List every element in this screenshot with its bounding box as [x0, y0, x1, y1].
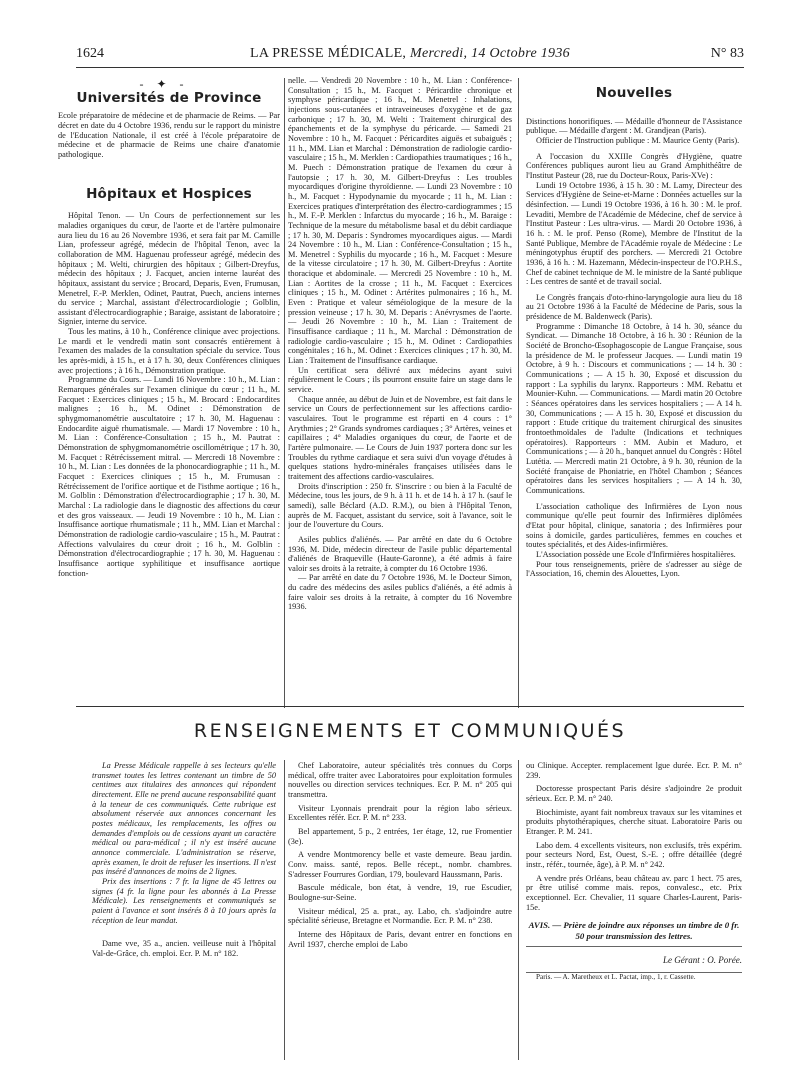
orl-programme-paragraph: Programme : Dimanche 18 Octobre, à 14 h. 30, séance du Syndicat. — Dimanche 18 Octobre, à 16 h. 30 : Réunion de la Société de Broncho-Œsophagoscopie de Langue Française, sous la présidence de M. le professeur Jacques. — Lundi matin 19 Octobre, à 9 h. : Discours et communications ; — 14 h. 30 : Communications ; — A 15 h. 30, Exposé et discussion du rapport : La syphilis du larynx. Rapporteurs : MM. Rebattu et Mounier-Kuhn. — Communications. — Mardi matin 20 Octobre : Séances opératoires dans les services hospitaliers ; — A 14 h. 30, Communications ; — A 15 h. 30, Exposé et discussion du rapport : Etude critique du traitement chirurgical des sinusites frontoethmoïdales de l'adulte (Indications et techniques opératoires). Rapporteurs : MM. Aubin et Maduro, et Communications ; — à 20 h., banquet annuel du Congrès : Hôtel Lutétia. — Mercredi matin 21 Octobre, à 9 h. 30, réunion de la Société française de Phoniatrie, en l'hôtel Chambon ; Séances opératoires dans les services hospitaliers ; — A 14 h. 30, Communications. [526, 321, 742, 495]
programme-continued: nelle. — Vendredi 20 Novembre : 10 h., M. Lian : Conférence-Consultation ; 15 h., M. Facquet : Péricardite chronique et symphyse péricardique ; 16 h., M. Menetrel : Inhalations, injections sous-cutanées et intraveineuses d'oxygène et de gaz carbonique ; 17 h. 30, M. Welti : Traitement chirurgical des épanchements et de la symphyse du péricarde. — Samedi 21 Novembre : 10 h., M. Facquet : Péricardites aiguës et subaiguës ; 11 h., MM. Lian et Marchal : Démonstration de radiologie cardio-vasculaire ; 15 h., M. Merklen : Cardiopathies traumatiques ; 16 h., M. Puech : Démonstration pratique de l'examen du cœur à l'autopsie ; 17 h. 30, M. Gilbert-Dreyfus : Les troubles myocardiques d'origine thyroïdienne. — Lundi 23 Novembre : 10 h., M. Facquet : Hypodynamie du myocarde ; 11 h., M. Lian : Exercices pratiques d'interprétation des électro-cardiogrammes ; 15 h., M. F.-P. Merklen : Infarctus du myocarde ; 16 h., M. Baraige : Technique de la mesure du métabolisme basal et du débit cardiaque ; 17 h. 30, M. Deparis : Syndromes myocardiques aigus. — Mardi 24 Novembre : 10 h., M. Lian : Conférence-Consultation ; 15 h., M. Menetrel : Syphilis du myocarde ; 16 h., M. Facquet : Mesure de la vitesse circulatoire ; 17 h. 30, M. Gilbert-Dreyfus : Aortite thoracique et abdominale. — Mercredi 25 Novembre : 10 h., M. Lian : Aortites de la crosse ; 11 h., M. Facquet : Exercices cliniques ; 15 h., M. Odinet : Artérites pulmonaires ; 16 h., M. Even : Pratique et valeur séméiologique de la mesure de la pression veineuse ; 17 h. 30, M. Deparis : Anévrysmes de l'aorte. — Jeudi 26 Novembre : 10 h., M. Lian : Traitement de l'insuffisance cardiaque ; 11 h., M. Marchal : Démonstration de radiologie cardio-vasculaire ; 15 h., M. Odinet : Cardiopathies congénitales ; 16 h., M. Odinet : Exercices cliniques ; 17 h. 30, M. Lian : Traitement de l'insuffisance cardiaque. [288, 76, 512, 366]
imprimeur-line: Paris. — A. Maretheux et L. Pactat, imp., 1, r. Cassette. [536, 972, 696, 981]
distinctions-paragraph: Distinctions honorifiques. — Médaille d'honneur de l'Assistance publique. — Médaille d'argent : M. Grandjean (Paris). [526, 116, 742, 136]
officier-paragraph: Officier de l'Instruction publique : M. Maurice Genty (Paris). [536, 135, 740, 145]
universites-paragraph: Ecole préparatoire de médecine et de pharmacie de Reims. — Par décret en date du 4 Octobre 1936, rendu sur le rapport du ministre de l'Education Nationale, il est créé à l'école préparatoire de médecine et de pharmacie de Reims une chaire d'anatomie pathologique. [58, 111, 280, 159]
column-divider [518, 78, 519, 708]
classified-ad: Bascule médicale, bon état, à vendre, 19, rue Escudier, Boulogne-sur-Seine. [288, 883, 512, 902]
right-column [526, 80, 742, 712]
inscription-paragraph: Droits d'inscription : 250 fr. S'inscrire : ou bien à la Faculté de Médecine, tous les jours, de 9 h. à 11 h. et de 14 h. à 17 h. (sauf le samedi), salle Béclard (A.D. R.M.), ou bien à l'Hôpital Tenon, auprès de M. Facquet, assistant du service, soit à l'avance, soit le jour de l'ouverture du Cours. [288, 481, 512, 530]
tarifs-paragraph: Prix des insertions : 7 fr. la ligne de 45 lettres ou signes (4 fr. la ligne pour les abonnés à La Presse Médicale). Les renseignements et communiqués se paient à l'avance et sont insérés 8 à 10 jours après la réception de leur mandat. [92, 876, 276, 925]
journal-name: LA PRESSE MÉDICALE, [250, 46, 407, 61]
classified-ad: Labo dem. 4 excellents visiteurs, non exclusifs, très expérim. pour secteurs Nord, Est, Ouest, S.-E. ; offre détaillée (degré instr., référ., tournée, âge), à P. M. n° 242. [526, 840, 742, 869]
classifieds-column [288, 761, 512, 1061]
section-title-nouvelles: Nouvelles [595, 85, 673, 101]
tenon-programme-paragraph: Programme du Cours. — Lundi 16 Novembre : 10 h., M. Lian : Remarques générales sur l'examen clinique du cœur ; 11 h., M. Facquet : Exercices cliniques ; 15 h., M. Brocard : Endocardites malignes ; 16 h., M. Odinet : Démonstration de sphygmomanométrie auscultatoire ; 17 h. 30, M. Haguenau : Endocardite aiguë rhumatismale. — Mardi 17 Novembre : 10 h., M. Lian : Conférence-Consultation ; 15 h., M. Pautrat : Démonstration de sphygmomanométrie oscillométrique ; 17 h. 30, M. Facquet : Rétrécissement mitral. — Mercredi 18 Novembre : 10 h., M. Lian : Les données de la phonocardiographie ; 11 h., M. Facquet : Exercices cliniques ; 15 h., M. Frumusan : Rétrécissement de l'orifice aortique et de l'isthme aortique ; 16 h., M. Golblin : Démonstration d'électrocardiographie ; 17 h. 30, M. Marchal : La radiologie dans le diagnostic des affections du cœur et des gros vaisseaux. — Jeudi 19 Novembre : 10 h., M. Lian : Insuffisance aortique rhumatismale ; 11 h., MM. Lian et Marchal : Démonstration de radiologie cardio-vasculaire ; 15 h., M. Pautrat : Affections valvulaires du cœur droit ; 16 h., M. Golblin : Démonstration d'électrocardiographie ; 17 h. 30, M. Haguenau : Insuffisance aortique syphilitique et insuffisance aortique fonction- [58, 375, 280, 578]
notice-column [92, 761, 276, 1061]
page-header [76, 46, 744, 62]
section-title-hopitaux: Hôpitaux et Hospices [86, 185, 252, 202]
journal-title [76, 46, 744, 62]
classified-ad: Visiteur médical, 25 a. prat., ay. Labo, ch. s'adjoindre autre spécialité sérieuse, Bretagne et Normandie. Ecr. P. M. n° 238. [288, 906, 512, 926]
classified-ad: Visiteur Lyonnais prendrait pour la région labo sérieux. Excellentes référ. Ecr. P. M. n° 233. [288, 803, 512, 823]
column-divider [284, 760, 285, 1060]
classified-ad: Bel appartement, 5 p., 2 entrées, 1er étage, 12, rue Fromentier (3e). [288, 826, 512, 846]
issue-number: N° 83 [710, 46, 744, 61]
classified-ad: Chef Laboratoire, auteur spécialités très connues du Corps médical, offre traiter avec Laboratoires pour exploitation formules nouvelles ou direction services techniques. Ecr. P. M. n° 205 qui transmettra. [288, 761, 512, 799]
asiles-paragraph: Asiles publics d'aliénés. — Par arrêté en date du 6 Octobre 1936, M. Dide, médecin directeur de l'asile public départemental d'aliénés de Braqueville (Haute-Garonne), a été admis à faire valoir ses droits à la retraite, à compter du 16 Octobre 1936. [288, 534, 512, 573]
notice-paragraph: La Presse Médicale rappelle à ses lecteurs qu'elle transmet toutes les lettres contenant un timbre de 50 centimes aux titulaires des annonces qui répondent directement. Elle ne prend aucune responsabilité quant à la teneur de ces communiqués. Cette rubrique est absolument réservée aux annonces concernant les postes médicaux, les remplacements, les offres ou demandes d'emplois ou de cessions ayant un caractère médical ou para-médical ; il n'y est inséré aucune annonce commerciale. L'administration se réserve, après examen, le droit de refuser les insertions. Il n'est pas inséré d'annonces de moins de 2 lignes. [92, 761, 276, 877]
banner-rule [76, 706, 744, 707]
column-divider [284, 78, 285, 708]
classifieds-column-right [526, 761, 742, 1061]
header-rule [76, 67, 744, 68]
left-column [58, 80, 280, 712]
asiles-second-paragraph: — Par arrêté en date du 7 Octobre 1936, M. le Docteur Simon, du cadre des médecins des asiles publics d'aliénés, a été admis à faire valoir ses droits à la retraite, à compter du 16 Novembre 1936. [288, 573, 512, 612]
column-divider [518, 760, 519, 1060]
classified-ad: Interne des Hôpitaux de Paris, devant entrer en fonctions en Avril 1937, cherche emploi de Labo [288, 929, 512, 949]
classified-ad: A vendre prés Orléans, beau château av. parc 1 hect. 75 ares, pr être utilisé comme mais. repos, convalesc., etc. Prix exceptionnel. Ecr. Chevalier, 11 square Charles-Laurent, Paris-15e. [526, 873, 742, 912]
orl-congres-paragraph: Le Congrès français d'oto-rhino-laryngologie aura lieu du 18 au 21 Octobre 1936 à la Faculté de Médecine de Paris, sous la présidence de M. Baldenweck (Paris). [526, 292, 742, 322]
classified-ad: Dame vve, 35 a., ancien. veilleuse nuit à l'hôpital Val-de-Grâce, ch. emploi. Ecr. P. M. n° 182. [92, 939, 276, 958]
infirmieres-contact-paragraph: Pour tous renseignements, prière de s'adresser au siège de l'Association, 16, chemin des Alouettes, Lyon. [526, 559, 742, 579]
issue-date: Mercredi, 14 Octobre 1936 [410, 46, 570, 61]
page-number: 1624 [76, 46, 104, 61]
infirmieres-paragraph: L'association catholique des Infirmières de Lyon nous communique qu'elle peut fournir des Infirmières diplômées d'Etat pour hôpital, clinique, sanatoria ; des Infirmières pour soins à domicile, gardes particulières, femmes en couches et toutes spécialités, et des Aides-infirmières. [526, 501, 742, 550]
gerant-signature: Le Gérant : O. Porée. [663, 955, 742, 966]
middle-column [288, 76, 512, 712]
renseignements-banner: RENSEIGNEMENTS ET COMMUNIQUÉS [193, 720, 627, 742]
section-title-universites: Universités de Province [76, 89, 262, 106]
conferences-paragraph: Lundi 19 Octobre 1936, à 15 h. 30 : M. Lamy, Directeur des Services d'Hygiène de Seine-et-Marne : Données actuelles sur la désinfection. — Lundi 19 Octobre 1936, à 16 h. 30 : M. le prof. Levaditi, Membre de l'Académie de Médecine, chef de service à l'Institut Pasteur : Les ultra-virus. — Mardi 20 Octobre 1936, à 16 h. : M. le prof. Penso (Rome), Membre de l'Institut de la Santé Publique, Membre de l'Académie royale de Médecine : Le méningotyphus éruptif des porchers. — Mercredi 21 Octobre 1936, à 16 h. : M. Hazemann, Médecin-inspecteur de l'O.P.H.S., Chef de cabinet technique de M. le ministre de la Santé publique : Les centres de santé et de travail social. [526, 180, 742, 287]
classified-ad: ou Clinique. Accepter. remplacement lgue durée. Ecr. P. M. n° 239. [526, 761, 742, 780]
decorative-ornament: - ✦ - [139, 80, 189, 91]
certificat-paragraph: Un certificat sera délivré aux médecins ayant suivi régulièrement le Cours ; ils pourront ensuite faire un stage dans le service. [288, 365, 512, 394]
infirmieres-ecole-paragraph: L'Association possède une Ecole d'Infirmières hospitalières. [536, 549, 736, 559]
classified-ad: Doctoresse prospectant Paris désire s'adjoindre 2e produit sérieux. Ecr. P. M. n° 240. [526, 784, 742, 803]
congres-hygiene-paragraph: A l'occasion du XXIIIe Congrès d'Hygiène, quatre Conférences publiques auront lieu au Grand Amphithéâtre de l'Institut Pasteur (28, rue du Docteur-Roux, Paris-XVe) : [526, 151, 742, 180]
classified-ad: A vendre Montmorency belle et vaste demeure. Beau jardin. Conv. maiss. santé, repos. Belle récept., nombr. chambres. S'adresser Fourrures Gordian, 179, boulevard Haussmann, Paris. [288, 850, 512, 879]
tenon-paragraph: Hôpital Tenon. — Un Cours de perfectionnement sur les maladies organiques du cœur, de l'aorte et de l'artère pulmonaire aura lieu du 16 au 26 Novembre 1936, et sera fait par M. Camille Lian, professeur agrégé, médecin de l'hôpital Tenon, avec la collaboration de MM. Haguenau professeur agrégé, médecin des hôpitaux ; M. Welti, chirurgien des hôpitaux ; Gilbert-Dreyfus, médecin des hôpitaux ; J. Facquet, ancien interne lauréat des hôpitaux, assistant du service ; Brocard, Deparis, Even, Frumusan, Menetrel, F.-P. Merklen, Odinet, Pautrat, Puech, anciens internes du service ; Marchal, assistant d'électrocardiologie ; Golblin, assistant d'électrocardiographie ; Baraige, assistant de laboratoire ; Signier, interne du service. [58, 211, 280, 327]
avis-notice: AVIS. — Prière de joindre aux réponses un timbre de 0 fr. 50 pour transmission des lettres. [528, 920, 740, 941]
cours-annuel-paragraph: Chaque année, au début de Juin et de Novembre, est fait dans le service un Cours de perfectionnement sur les affections cardio-vasculaires. Tout le programme est réparti en 4 cours : 1° Arythmies ; 2° Grands syndromes cardiaques ; 3° Artères, veines et capillaires ; 4° Maladies organiques du cœur, de l'aorte et de l'artère pulmonaire. — Le Cours de Juin 1937 portera donc sur les Troubles du rythme cardiaque et sera suivi d'un voyage d'études à quelques stations hydro-minérales françaises utilisées dans le traitement des affections cardio-vasculaires. [288, 394, 512, 481]
tenon-schedule-paragraph: Tous les matins, à 10 h., Conférence clinique avec projections. Le mardi et le vendredi matin sont consacrés entièrement à l'examen des malades de la consultation spéciale du service. Tous les après-midi, à 15 h., et à 17 h. 30, deux Conférences cliniques avec projections ; à 16 h., Démonstration pratique. [58, 327, 280, 375]
classified-ad: Biochimiste, ayant fait nombreux travaux sur les vitamines et produits phytothérapiques, cherche situat. Laboratoire Paris ou Etranger. P. M. 241. [526, 807, 742, 836]
